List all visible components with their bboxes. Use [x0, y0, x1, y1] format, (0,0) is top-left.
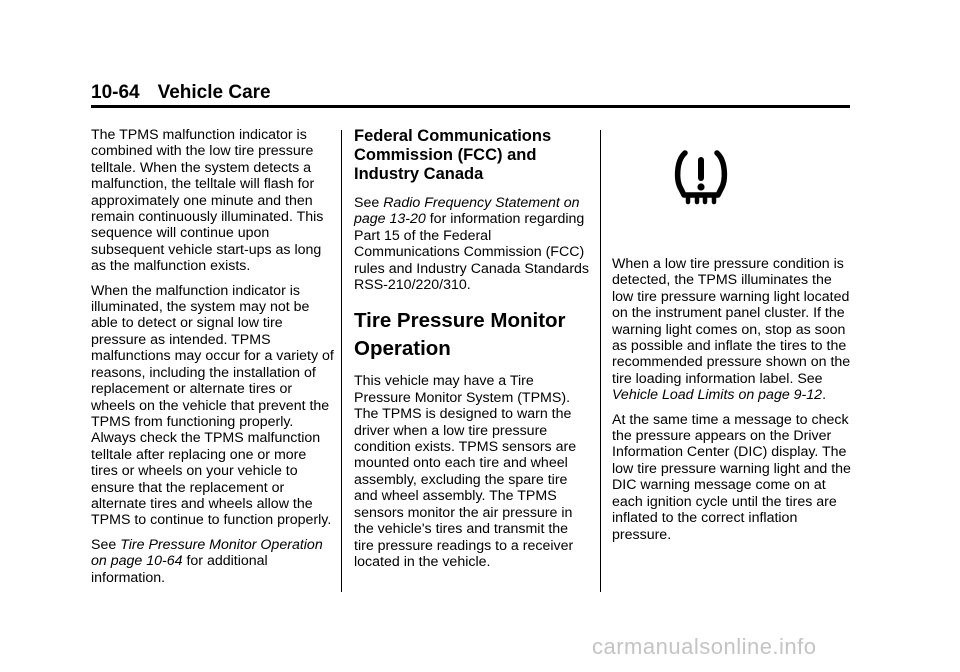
column-divider-2: [600, 130, 601, 592]
header-rule: [91, 105, 850, 108]
tpm-operation-reference: Tire Pressure Monitor Operation on page 10-64: [91, 536, 323, 570]
fcc-suffix: for information regarding Part 15 of the Federal Communications Commission (FCC) rules and Industry Canada Standards RSS-210/220/310.: [354, 211, 590, 294]
see-also-paragraph: [91, 537, 337, 586]
low-tire-pressure-warning-icon: [671, 147, 731, 207]
warning-light-paragraph: [612, 256, 852, 404]
warning-light-text: When a low tire pressure condition is detected, the TPMS illuminates the low tire pressure warning light located on the instrument panel cluster. If the warning light comes on, stop as soon as possible and inflate the tires to the recommended pressure shown on the tire loading information label. See: [612, 256, 851, 387]
column-1: [91, 127, 337, 594]
page-header: [91, 80, 850, 106]
watermark: carmanualsonline.info: [592, 634, 817, 659]
radio-frequency-reference: Radio Frequency Statement on page 13-20: [354, 195, 580, 228]
malfunction-detail-paragraph: When the malfunction indicator is illuminated, the system may not be able to detect or signal low tire pressure as intended. TPMS malfunctions may occur for a variety of reasons, including the installation of replacement or alternate tires or wheels on the vehicle that prevent the TPMS from functioning properly. Always check the TPMS malfunction telltale after replacing one or more tires or wheels on your vehicle to ensure that the replacement or alternate tires and wheels allow the TPMS to continue to function properly.: [91, 282, 334, 529]
malfunction-paragraph: The TPMS malfunction indicator is combined with the low tire pressure telltale. When the system detects a malfunction, the telltale will flash for approximately one minute and then remain continuously illuminated. This sequence will continue upon subsequent vehicle start-ups as long as the malfunction exists.: [91, 127, 324, 275]
fcc-prefix: See: [354, 195, 384, 211]
fcc-heading: Federal Communications Commission (FCC) and Industry Canada: [354, 127, 552, 183]
column-divider-1: [341, 130, 342, 592]
see-suffix: for additional information.: [91, 553, 268, 586]
section-title: Vehicle Care: [157, 82, 271, 103]
warning-light-suffix: .: [822, 387, 827, 404]
fcc-paragraph: [354, 195, 590, 293]
see-prefix: See: [91, 536, 121, 553]
dic-message-paragraph: At the same time a message to check the pressure appears on the Driver Information Center (DIC) display. The low tire pressure warning light and the DIC warning message come on at each ignition cycle until the tires are inflated to the correct inflation pressure.: [612, 411, 851, 543]
column-2: [354, 127, 590, 578]
vehicle-load-limits-reference: Vehicle Load Limits on page 9-12: [612, 387, 823, 404]
page-number: 10-64: [91, 82, 140, 103]
tpm-operation-heading: Tire Pressure Monitor Operation: [354, 309, 566, 361]
tpm-operation-paragraph: This vehicle may have a Tire Pressure Monitor System (TPMS). The TPMS is designed to warn the driver when a low tire pressure condition exists. TPMS sensors are mounted onto each tire and wheel assembly, excluding the spare tire and wheel assembly. The TPMS sensors monitor the air pressure in the vehicle's tires and transmit the tire pressure readings to a receiver located in the vehicle.: [354, 373, 577, 570]
column-3: [612, 127, 852, 551]
